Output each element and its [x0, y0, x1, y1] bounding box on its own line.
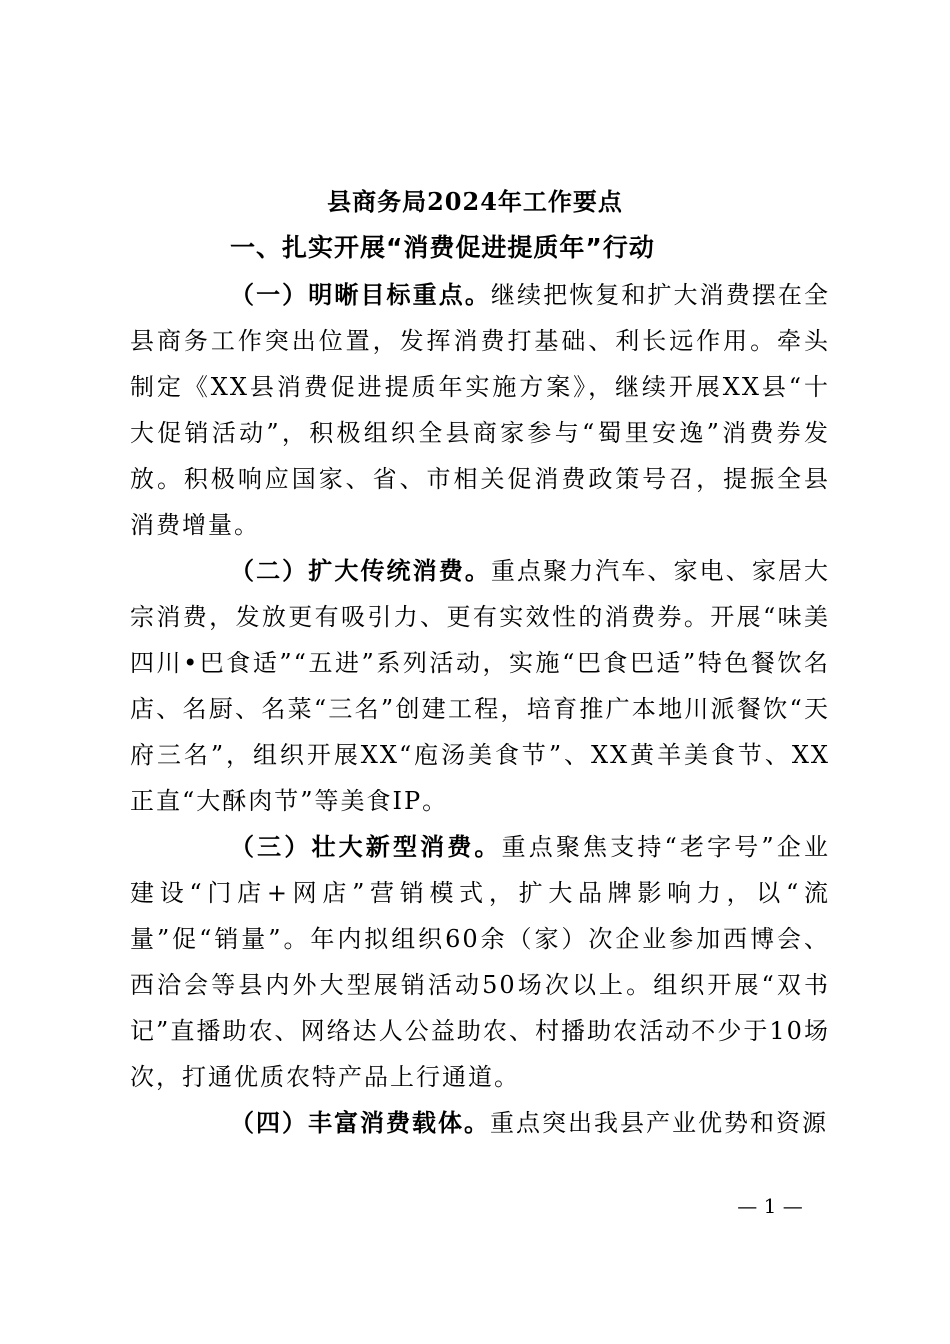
paragraph-1-body: 继续把恢复和扩大消费摆在全县商务工作突出位置，发挥消费打基础、利长远作用。牵头制定《XX县消费促进提质年实施方案》，继续开展XX县“十大促销活动”，积极组织全县商家参与“蜀里安逸”消费券发放。积极响应国家、省、市相关促消费政策号召，提振全县消费增量。 — [130, 281, 831, 539]
page-number: — 1 — — [737, 1194, 803, 1218]
paragraph-3-heading: （三）壮大新型消费。 — [230, 833, 502, 861]
paragraph-4-body: 重点突出我县产业优势和资源 — [490, 1109, 828, 1137]
paragraph-2 — [130, 548, 830, 824]
document-title: 县商务局2024年工作要点 — [327, 187, 623, 216]
section-heading: 一、扎实开展“消费促进提质年”行动 — [230, 233, 655, 262]
paragraph-2-body: 重点聚力汽车、家电、家居大宗消费，发放更有吸引力、更有实效性的消费券。开展“味美四川•巴食适”“五进”系列活动，实施“巴食巴适”特色餐饮名店、名厨、名菜“三名”创建工程，培育推广本地川派餐饮“天府三名”，组织开展XX“庖汤美食节”、XX黄羊美食节、XX正直“大酥肉节”等美食IP。 — [130, 557, 831, 815]
paragraph-4-heading: （四）丰富消费载体。 — [230, 1109, 490, 1137]
paragraph-1 — [130, 272, 830, 548]
paragraph-2-heading: （二）扩大传统消费。 — [230, 557, 491, 585]
paragraph-3 — [130, 824, 830, 1100]
paragraph-3-body: 重点聚焦支持“老字号”企业建设“门店+网店”营销模式，扩大品牌影响力，以“流量”促“销量”。年内拟组织60余（家）次企业参加西博会、西洽会等县内外大型展销活动50场次以上。组织开展“双书记”直播助农、网络达人公益助农、村播助农活动不少于10场次，打通优质农特产品上行通道。 — [130, 833, 830, 1091]
paragraph-4 — [130, 1100, 830, 1146]
paragraph-1-heading: （一）明晰目标重点。 — [230, 281, 491, 309]
